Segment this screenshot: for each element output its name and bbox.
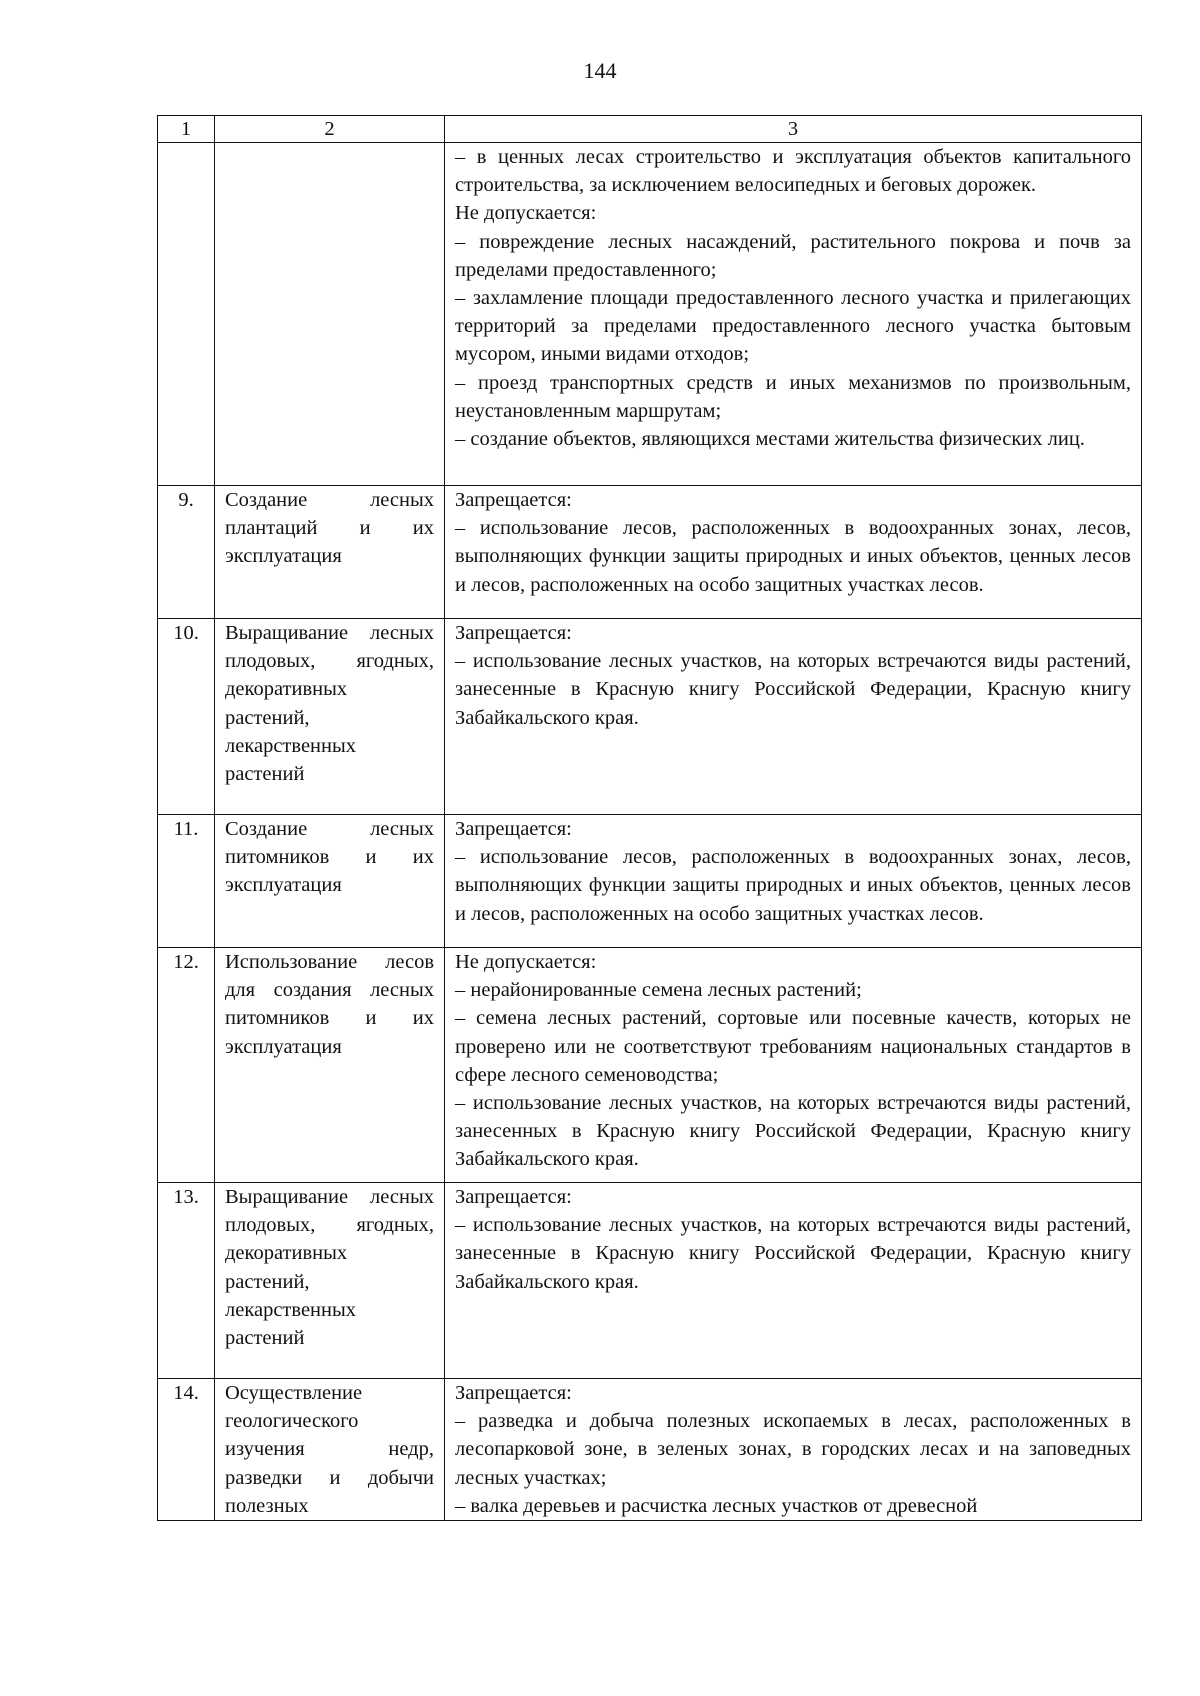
table-row: [158, 143, 1142, 486]
table-row: [158, 1379, 1142, 1521]
activity-type: [215, 143, 445, 486]
restriction-item: – использование лесов, расположенных в водоохранных зонах, лесов, выполняющих функции защиты природных и иных объектов, ценных лесов и лесов, расположенных на особо защитных участках лесов.: [455, 517, 1131, 596]
row-number: 10.: [158, 619, 215, 815]
restriction-item: Запрещается:: [455, 622, 572, 644]
activity-type: Создание лесных питомников и их эксплуатация: [215, 815, 445, 948]
restriction-item: – валка деревьев и расчистка лесных участков от древесной: [455, 1494, 978, 1517]
header-col-2: 2: [215, 116, 445, 143]
table-row: [158, 1183, 1142, 1379]
activity-type: Выращивание лесных плодовых, ягодных, декоративных растений, лекарственных растений: [215, 1183, 445, 1379]
restriction-item: – использование лесов, расположенных в водоохранных зонах, лесов, выполняющих функции защиты природных и иных объектов, ценных лесов и лесов, расположенных на особо защитных участках лесов.: [455, 846, 1131, 925]
table-row: [158, 486, 1142, 619]
restrictions-text: [445, 143, 1142, 486]
restriction-item: Запрещается:: [455, 818, 572, 840]
regulations-table: [157, 115, 1142, 1521]
restriction-item: – разведка и добыча полезных ископаемых в лесах, расположенных в лесопарковой зоне, в зеленых зонах, в городских лесах и на заповедных лесных участках;: [455, 1410, 1131, 1489]
restriction-item: Запрещается:: [455, 1382, 572, 1404]
restriction-item: – проезд транспортных средств и иных механизмов по произвольным, неустановленным маршрутам;: [455, 371, 1131, 422]
restriction-item: – использование лесных участков, на которых встречаются виды растений, занесенных в Красную книгу Российской Федерации, Красную книгу Забайкальского края.: [455, 1092, 1131, 1171]
header-col-1: 1: [158, 116, 215, 143]
activity-type: Создание лесных плантаций и их эксплуатация: [215, 486, 445, 619]
restriction-item: – захламление площади предоставленного лесного участка и прилегающих территорий за пределами предоставленного лесного участка бытовым мусором, иными видами отходов;: [455, 287, 1131, 366]
restrictions-text: [445, 948, 1142, 1183]
restrictions-text: [445, 619, 1142, 815]
activity-type: Использование лесов для создания лесных питомников и их эксплуатация: [215, 948, 445, 1183]
restriction-item: – создание объектов, являющихся местами жительства физических лиц.: [455, 428, 1085, 451]
row-number: 9.: [158, 486, 215, 619]
restriction-item: – в ценных лесах строительство и эксплуатация объектов капитального строительства, за исключением велосипедных и беговых дорожек.: [455, 146, 1131, 197]
row-number: 11.: [158, 815, 215, 948]
table-header-row: [158, 116, 1142, 143]
restriction-item: – повреждение лесных насаждений, растительного покрова и почв за пределами предоставленного;: [455, 230, 1131, 281]
row-number: 13.: [158, 1183, 215, 1379]
activity-type: Выращивание лесных плодовых, ягодных, декоративных растений, лекарственных растений: [215, 619, 445, 815]
restrictions-text: [445, 1183, 1142, 1379]
row-number: [158, 143, 215, 486]
table-row: [158, 815, 1142, 948]
restriction-item: – использование лесных участков, на которых встречаются виды растений, занесенные в Красную книгу Российской Федерации, Красную книгу Забайкальского края.: [455, 1214, 1131, 1293]
restrictions-text: [445, 486, 1142, 619]
restrictions-text: [445, 815, 1142, 948]
restriction-item: – нерайонированные семена лесных растений;: [455, 979, 862, 1002]
table-row: [158, 948, 1142, 1183]
header-col-3: 3: [445, 116, 1142, 143]
restriction-item: – семена лесных растений, сортовые или посевные качеств, которых не проверено или не соответствуют требованиям национальных стандартов в сфере лесного семеноводства;: [455, 1007, 1131, 1086]
restriction-item: Запрещается:: [455, 489, 572, 511]
restrictions-text: [445, 1379, 1142, 1521]
row-number: 12.: [158, 948, 215, 1183]
table-row: [158, 619, 1142, 815]
activity-type: Осуществление геологического изучения недр, разведки и добычи полезных: [215, 1379, 445, 1521]
restriction-item: Не допускается:: [455, 951, 597, 973]
restriction-item: Не допускается:: [455, 202, 597, 225]
restriction-item: – использование лесных участков, на которых встречаются виды растений, занесенные в Красную книгу Российской Федерации, Красную книгу Забайкальского края.: [455, 650, 1131, 729]
row-number: 14.: [158, 1379, 215, 1521]
page-number: 144: [583, 58, 617, 83]
restriction-item: Запрещается:: [455, 1186, 572, 1208]
